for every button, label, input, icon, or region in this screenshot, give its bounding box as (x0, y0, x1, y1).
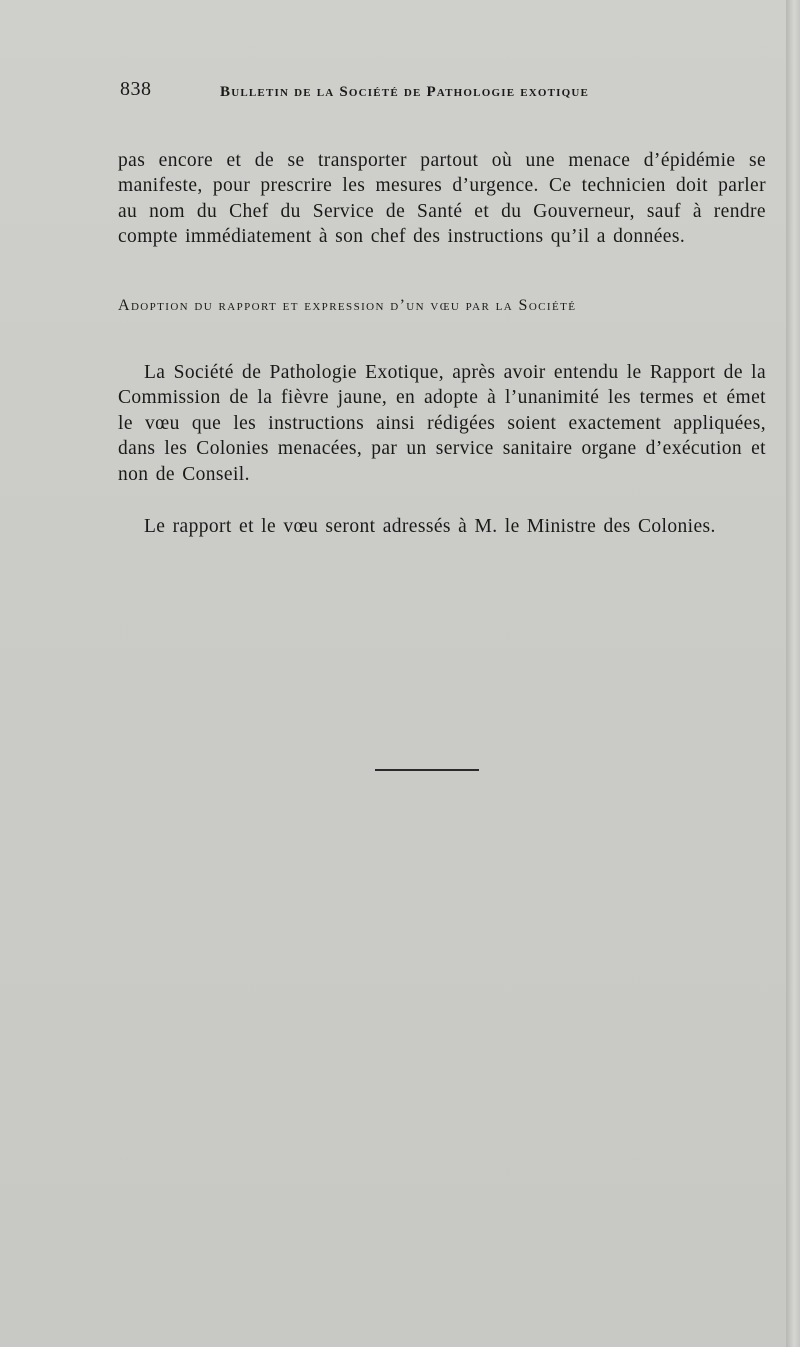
page-edge (786, 0, 800, 1347)
running-head: Bulletin de la Société de Pathologie exotique (220, 84, 590, 100)
page-number: 838 (120, 78, 152, 100)
end-rule (375, 769, 479, 771)
paragraph-closing: Le rapport et le vœu seront adressés à M. le Ministre des Colonies. (144, 515, 716, 537)
paragraph-continuation: pas encore et de se transporter partout où une menace d’épidémie se manifeste, pour prescrire les mesures d’urgence. Ce technicien doit parler au nom du Chef du Service de Santé et du Gouverneur, sauf à rendre compte immédiatement à son chef des instructions qu’il a données. (118, 149, 766, 247)
page-header (120, 78, 680, 104)
section-heading: Adoption du rapport et expression d’un vœu par la Société (118, 297, 577, 314)
paragraph-resolution: La Société de Pathologie Exotique, après avoir entendu le Rapport de la Commission de la fièvre jaune, en adopte à l’unanimité les termes et émet le vœu que les instructions ainsi rédigées soient exactement appliquées, dans les Colonies menacées, par un service sanitaire organe d’exécution et non de Conseil. (118, 361, 766, 485)
